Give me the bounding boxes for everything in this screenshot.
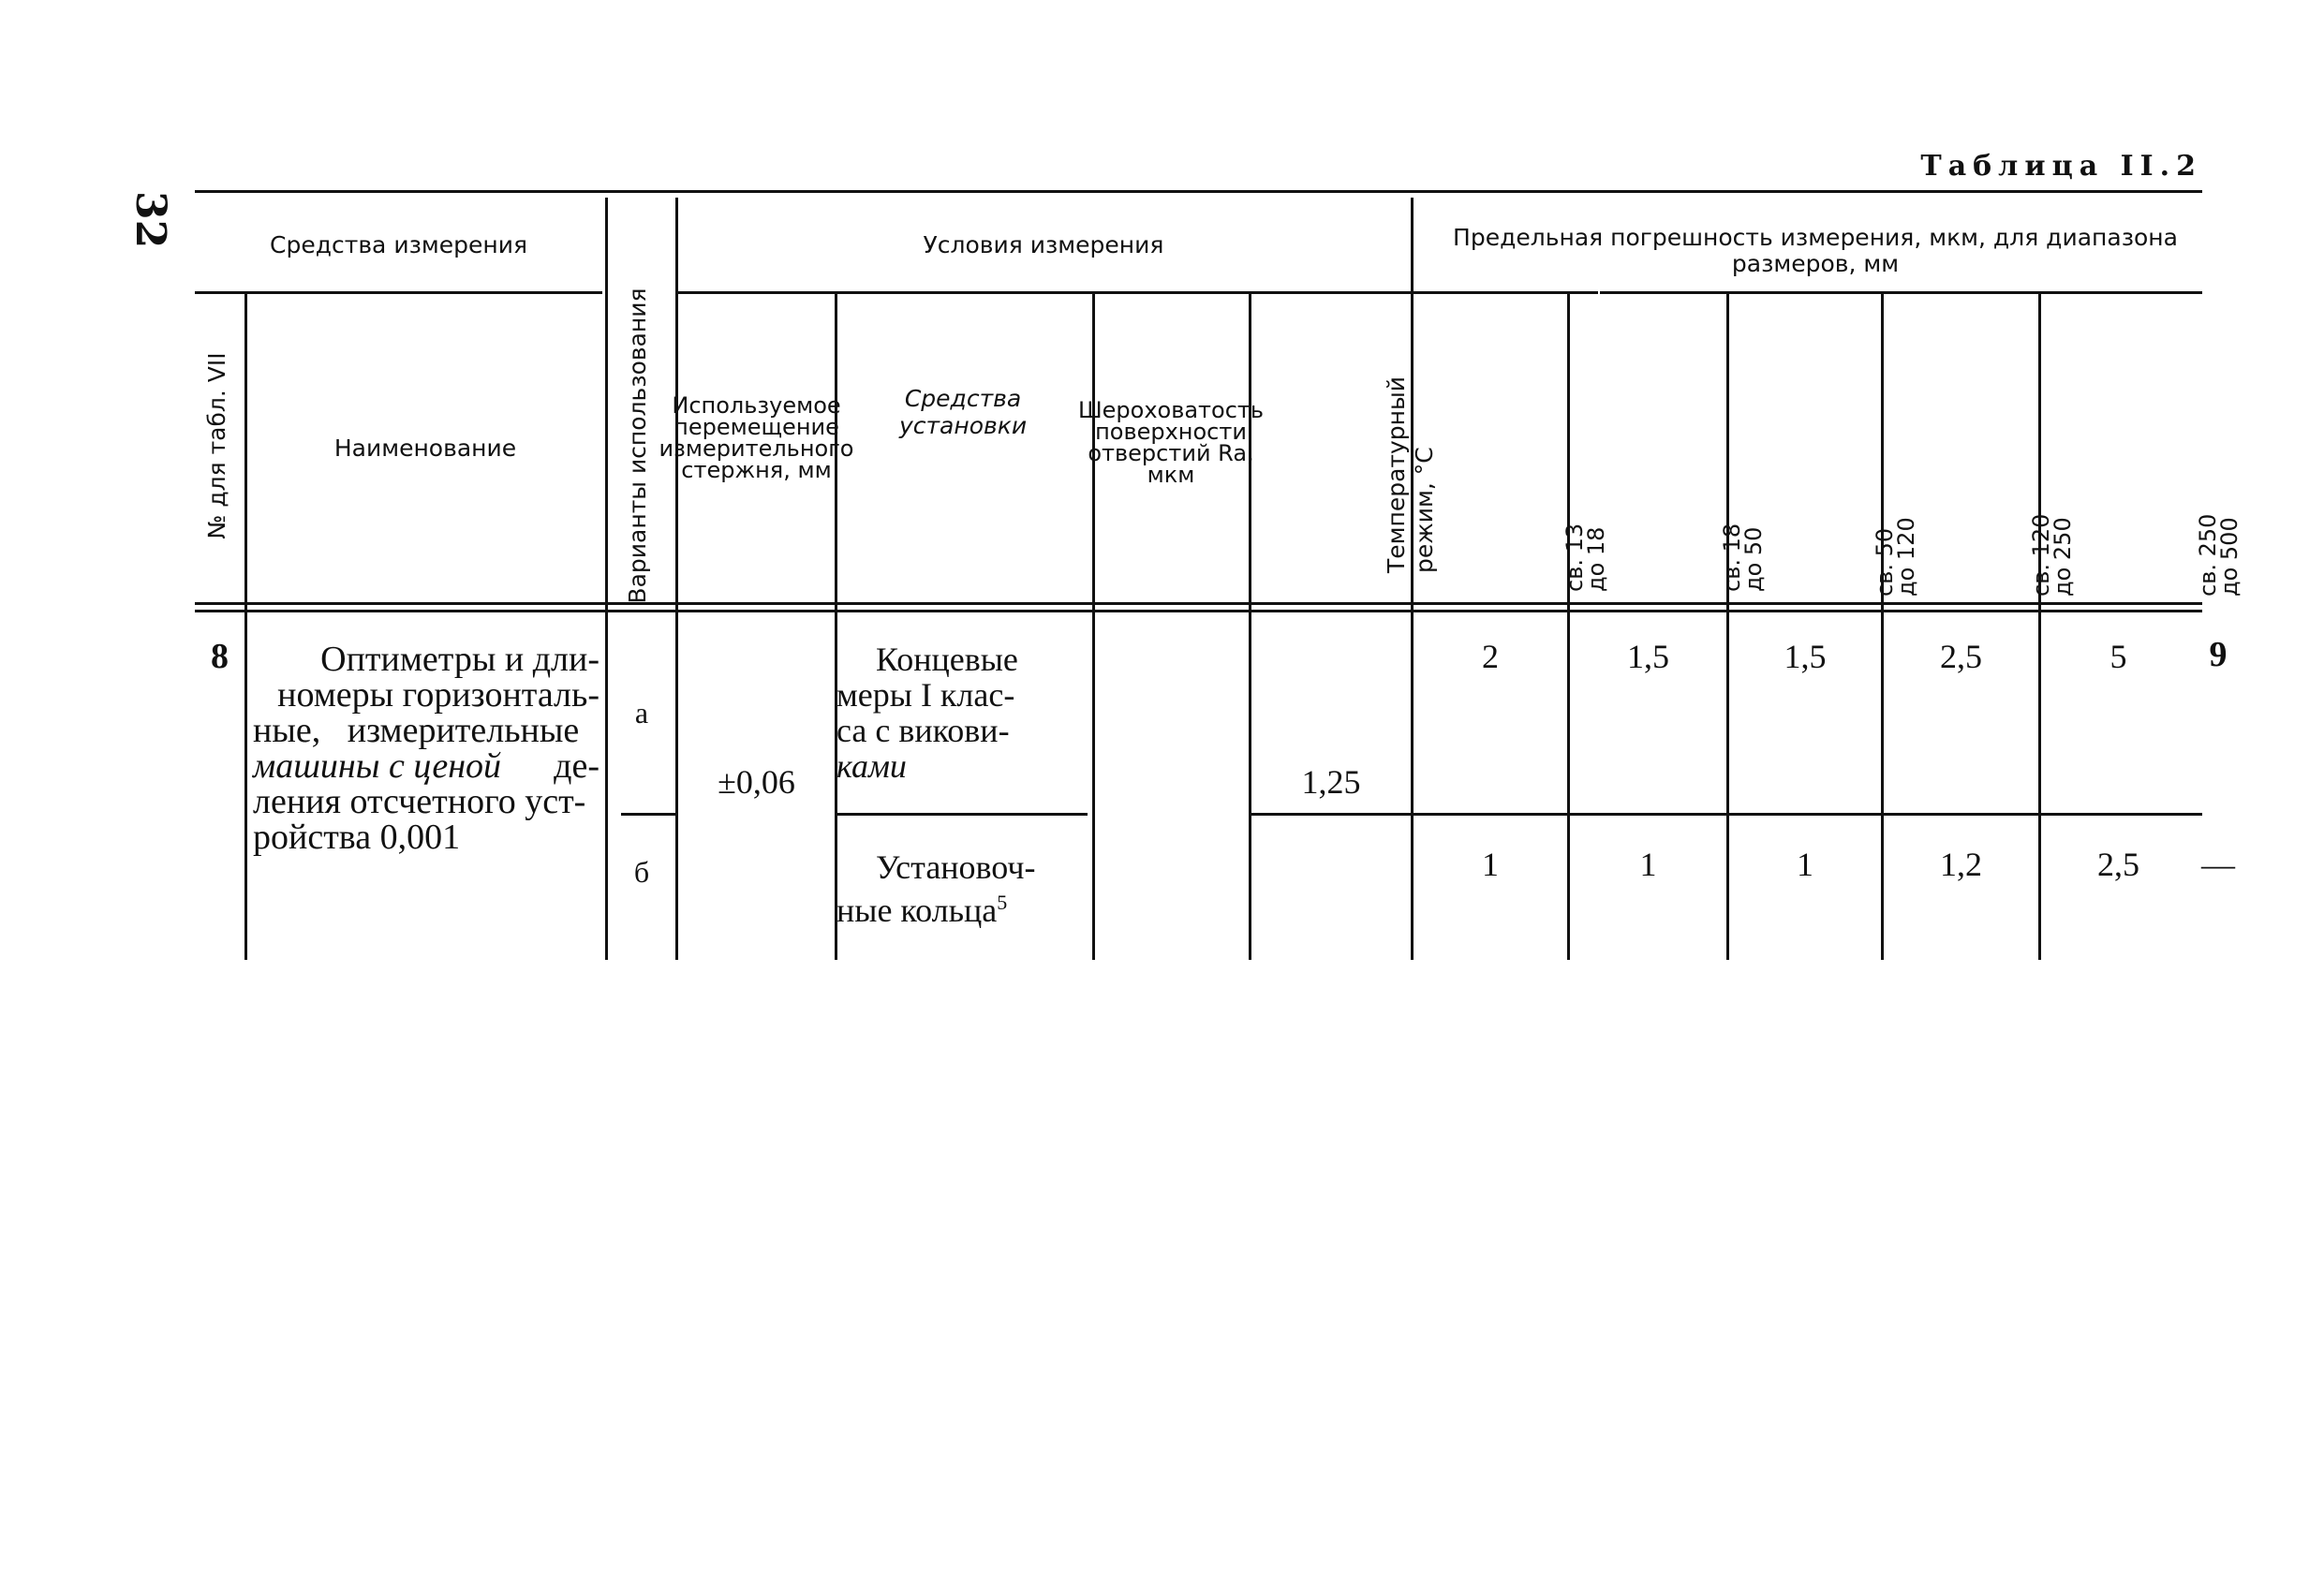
header-range-4-line2: до 250 <box>2050 517 2076 597</box>
row-name-line-1: Оптиметры и дли- <box>320 640 600 679</box>
rule-head-bottom-2 <box>195 610 2202 612</box>
rule-v-variant <box>675 198 678 960</box>
rule-top <box>195 190 2202 193</box>
header-range-5-line1: св. 250 <box>2195 513 2221 597</box>
header-col-displacement: Используемое перемещение измерительного стержня, мм <box>659 392 854 483</box>
row-name-line-6: ройства 0,001 <box>253 818 461 857</box>
header-col-no: № для табл. VII <box>203 352 230 539</box>
page-number: 32 <box>126 191 174 249</box>
header-range-2 <box>1719 489 1774 592</box>
variant-b-label: б <box>633 855 650 889</box>
rule-group-right <box>1600 291 2202 294</box>
header-range-5 <box>2195 484 2250 597</box>
header-conditions: Условия измерения <box>923 230 1164 258</box>
header-variants: Варианты использования <box>624 287 651 604</box>
header-col-roughness: Шероховатость поверхности отверстий Ra, мкм <box>1077 397 1265 488</box>
variant-a-setup-line-2: меры I клас- <box>836 676 1015 714</box>
variant-a-setup-line-1: Концевые <box>876 641 1018 678</box>
variant-a-label: а <box>634 696 649 730</box>
rule-v-name <box>605 198 608 960</box>
rule-group-left <box>195 291 602 294</box>
row-name-line-2: номеры горизонталь- <box>277 675 600 715</box>
table-title: Таблица II.2 <box>1920 150 2202 183</box>
header-range-1-line1: св. 13 <box>1562 523 1588 592</box>
header-col-name: Наименование <box>333 434 517 462</box>
header-range-1-line2: до 18 <box>1583 526 1609 592</box>
header-col-setup: Средства установки <box>898 385 1028 439</box>
header-range-3-line2: до 120 <box>1893 517 1919 597</box>
rule-variant-sep-a <box>621 813 675 816</box>
header-range-5-line2: до 500 <box>2216 517 2243 597</box>
row-name-line-5: ления отсчетного уст- <box>253 782 586 821</box>
variant-b-error-1: 1 <box>1639 846 1657 883</box>
row-name-italic: машины с ценой <box>253 746 502 786</box>
variant-a-setup-line-3: са с викови- <box>836 712 1010 749</box>
variant-b-error-5: — <box>2201 846 2235 883</box>
rule-head-bottom-1 <box>195 602 2202 605</box>
row-number: 8 <box>211 637 229 676</box>
variant-b-setup-line-1: Установоч- <box>876 848 1036 886</box>
row-roughness: 1,25 <box>1301 763 1361 801</box>
header-means: Средства измерения <box>270 230 527 258</box>
row-name <box>253 641 600 855</box>
variant-a-temp: 2 <box>1482 638 1499 675</box>
header-range-2-line2: до 50 <box>1740 526 1767 592</box>
rule-group-mid <box>675 291 1598 294</box>
variant-a-error-3: 2,5 <box>1940 638 1982 675</box>
header-range-4 <box>2028 484 2083 597</box>
variant-b-error-3: 1,2 <box>1940 846 1982 883</box>
rule-variant-sep-b <box>836 813 1088 816</box>
row-name-line-3: ные, измерительные <box>253 711 580 750</box>
variant-b-setup-line-2 <box>836 885 1089 928</box>
row-name-line-4 <box>253 748 600 784</box>
row-name-italic-tail: де- <box>554 746 600 786</box>
variant-a-error-2: 1,5 <box>1784 638 1827 675</box>
variant-b-setup <box>836 849 1089 928</box>
variant-b-error-4: 2,5 <box>2097 846 2139 883</box>
row-displacement: ±0,06 <box>718 763 795 801</box>
header-range-4-line1: св. 120 <box>2028 513 2054 597</box>
variant-a-error-4: 5 <box>2109 638 2127 675</box>
variant-a-error-1: 1,5 <box>1627 638 1669 675</box>
rule-v-setup <box>1092 293 1095 960</box>
variant-a-error-5: 9 <box>2209 635 2228 674</box>
measurement-table <box>195 190 2243 960</box>
variant-b-temp: 1 <box>1482 846 1499 883</box>
variant-a-setup-italic: ками <box>836 747 907 785</box>
header-error: Предельная погрешность измерения, мкм, для диапазона размеров, мм <box>1453 224 2178 277</box>
rule-v-roughness <box>1249 293 1251 960</box>
variant-b-setup-line-2-text: ные кольца <box>836 892 998 929</box>
rule-variant-sep-c <box>1249 813 2202 816</box>
variant-b-setup-footnote: 5 <box>997 891 1008 914</box>
header-range-3-line1: св. 50 <box>1872 527 1898 597</box>
header-range-1 <box>1564 489 1617 592</box>
header-col-temp: Температурный режим, °С <box>1383 376 1438 573</box>
variant-a-setup <box>836 641 1089 784</box>
variant-b-error-2: 1 <box>1797 846 1813 883</box>
header-range-3 <box>1874 484 1927 597</box>
header-range-2-line1: св. 18 <box>1719 523 1745 592</box>
